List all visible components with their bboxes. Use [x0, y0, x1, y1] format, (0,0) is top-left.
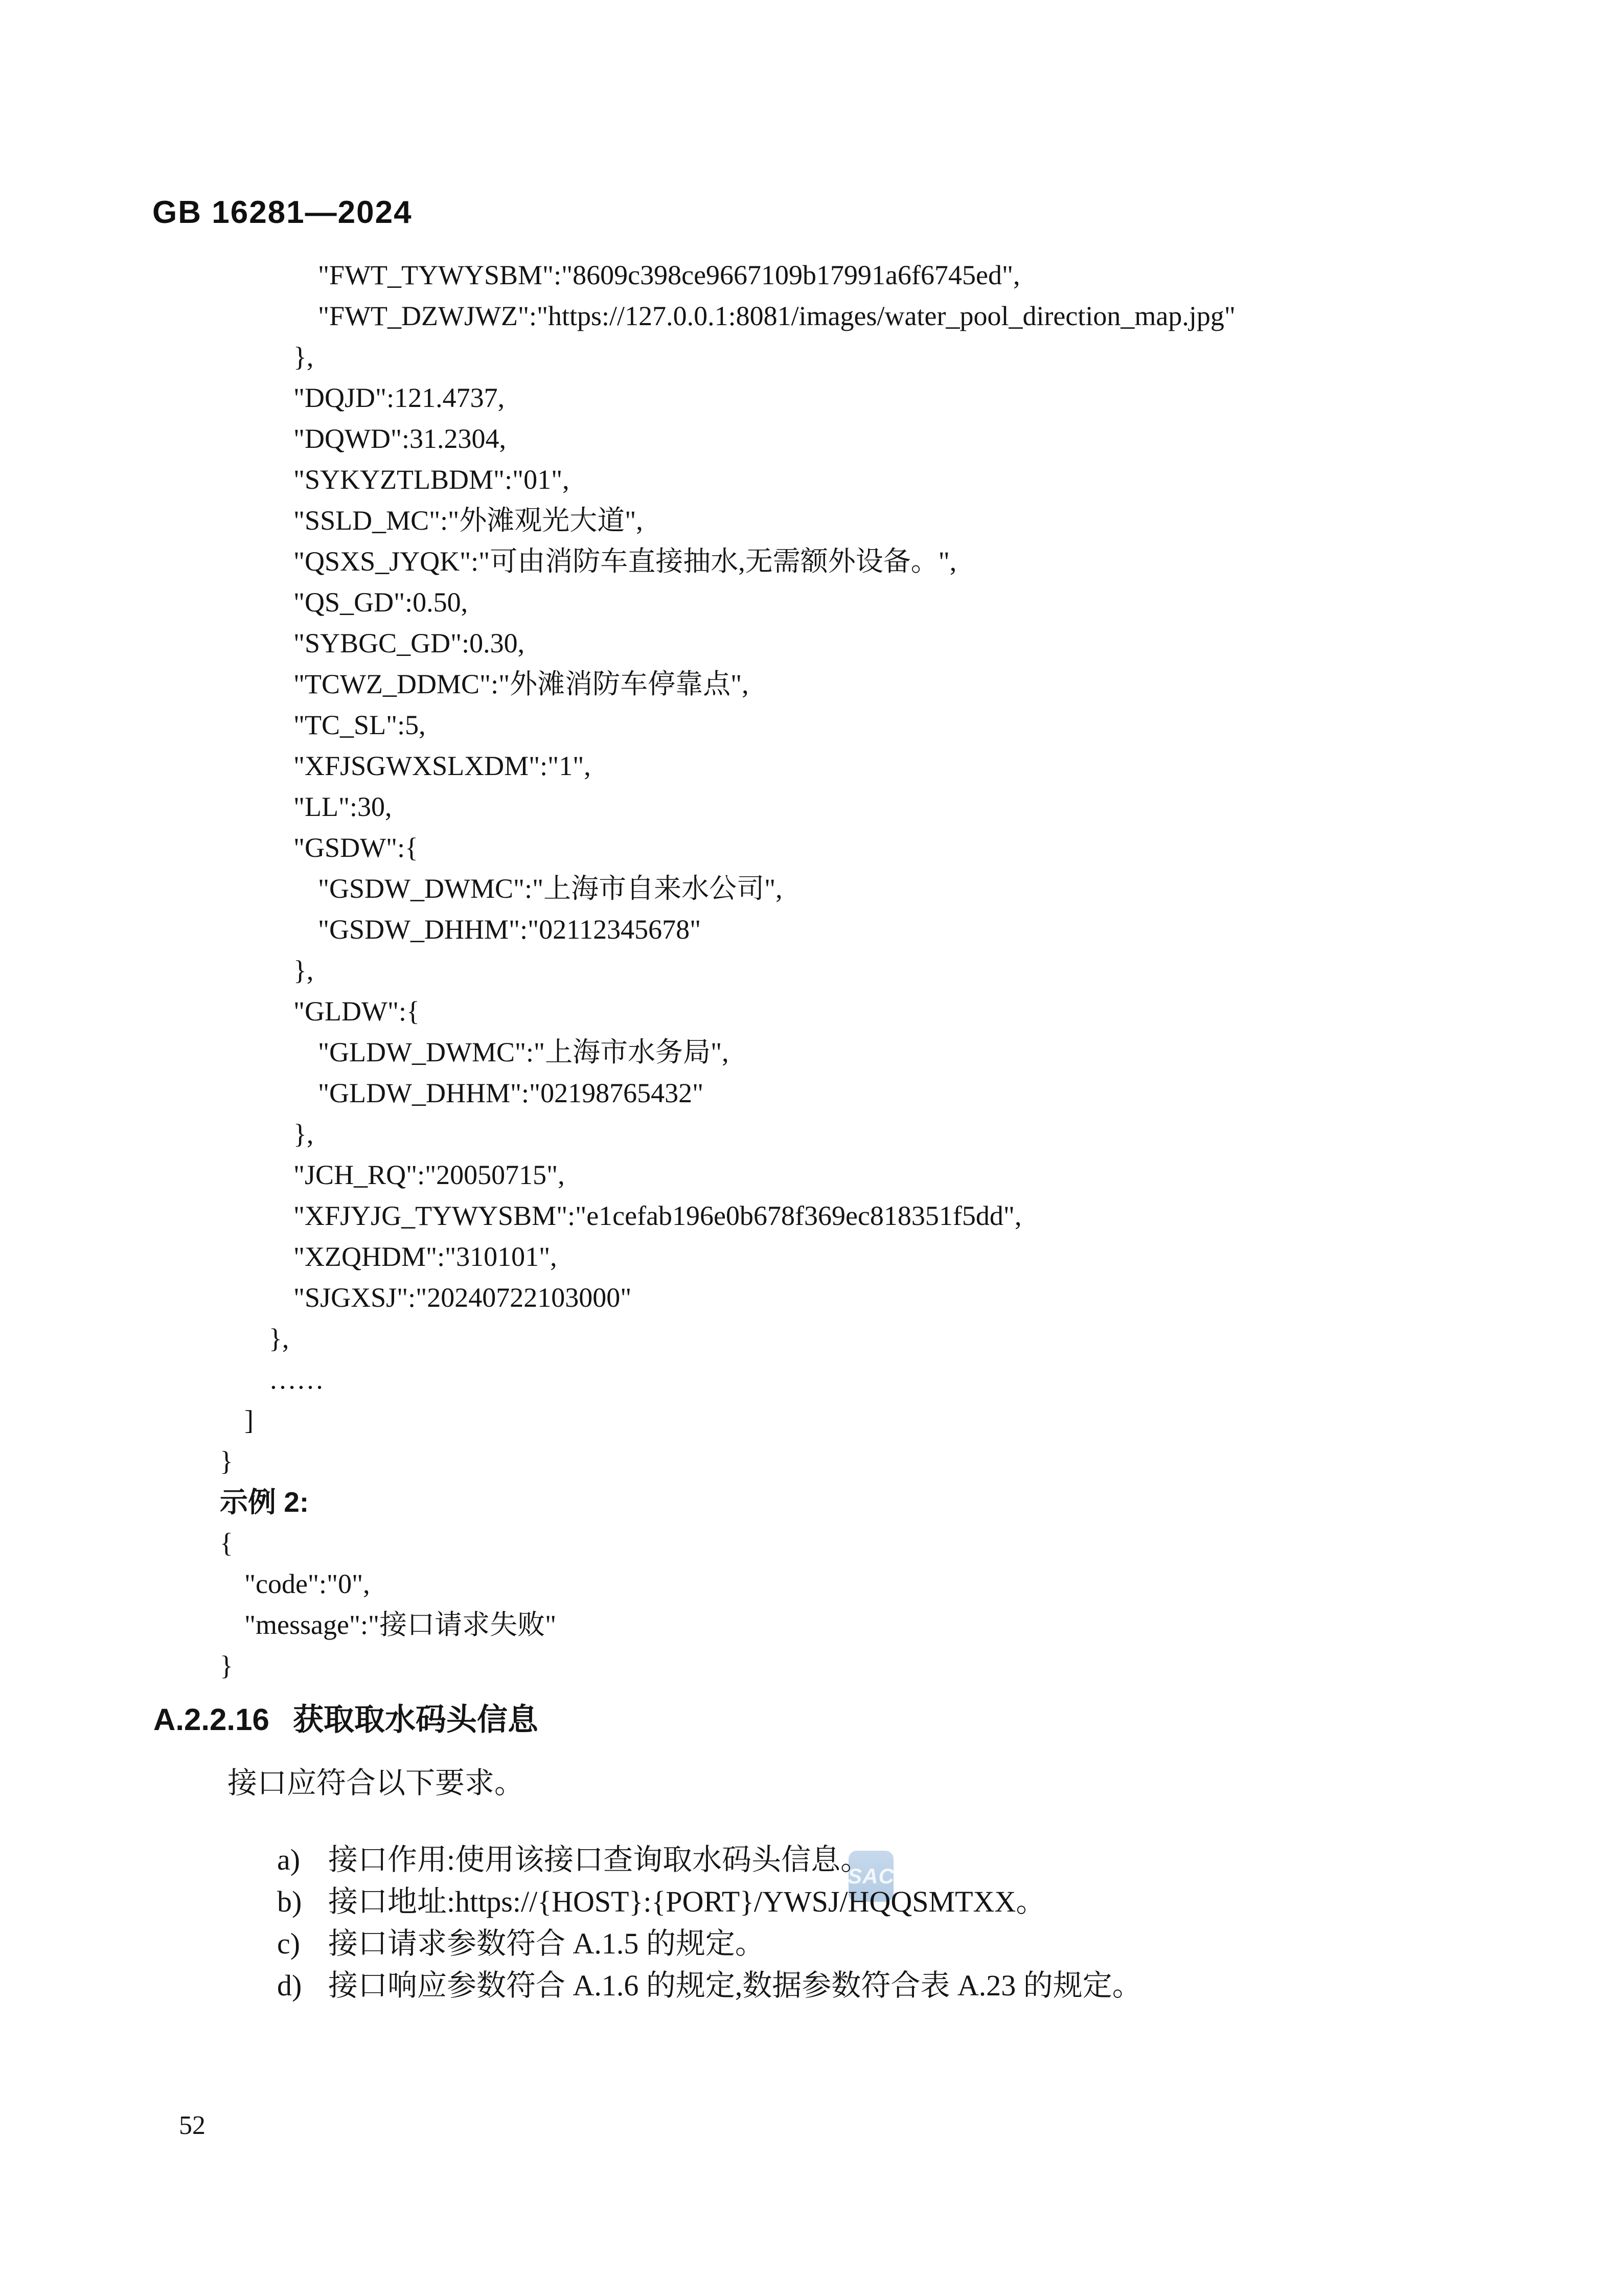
- code-line: "TC_SL":5,: [293, 710, 426, 740]
- code-line: "JCH_RQ":"20050715",: [293, 1160, 565, 1190]
- list-item-marker: b): [277, 1885, 302, 1918]
- code-line: "XZQHDM":"310101",: [293, 1241, 557, 1272]
- code-line: },: [293, 1119, 314, 1149]
- list-item-marker: d): [277, 1969, 302, 2002]
- json-example-2-code: [220, 1522, 1236, 1686]
- section-heading: [153, 1695, 538, 1739]
- list-item-text: 接口响应参数符合 A.1.6 的规定,数据参数符合表 A.23 的规定。: [328, 1969, 1142, 2002]
- code-line: "LL":30,: [293, 791, 392, 822]
- list-item-text: 接口地址:https://{HOST}:{PORT}/YWSJ/HQQSMTXX。: [328, 1885, 1046, 1918]
- requirements-list: [233, 1814, 1142, 2002]
- example-2-label: 示例 2:: [220, 1486, 309, 1518]
- code-line: "XFJSGWXSLXDM":"1",: [293, 751, 591, 781]
- code-line: "FWT_DZWJWZ":"https://127.0.0.1:8081/images/water_pool_direction_map.jpg": [318, 301, 1236, 331]
- code-line: "GLDW_DWMC":"上海市水务局",: [318, 1037, 729, 1067]
- json-example-1-code: [220, 255, 1236, 1482]
- list-item-marker: a): [277, 1843, 301, 1876]
- code-line: "XFJYJG_TYWYSBM":"e1cefab196e0b678f369ec818351f5dd",: [293, 1200, 1022, 1231]
- code-line: "QS_GD":0.50,: [293, 587, 468, 618]
- list-item-text: 接口请求参数符合 A.1.5 的规定。: [328, 1927, 765, 1960]
- code-line: },: [269, 1323, 289, 1354]
- code-line: "DQJD":121.4737,: [293, 382, 505, 413]
- code-line: "SYKYZTLBDM":"01",: [293, 464, 569, 495]
- section-number: A.2.2.16: [153, 1702, 269, 1737]
- list-item-text: 接口作用:使用该接口查询取水码头信息。: [328, 1843, 871, 1876]
- code-line: "DQWD":31.2304,: [293, 423, 507, 454]
- code-line: }: [220, 1446, 233, 1476]
- code-line: },: [293, 955, 314, 986]
- code-line: "SYBGC_GD":0.30,: [293, 628, 525, 658]
- section-intro: 接口应符合以下要求。: [227, 1766, 524, 1800]
- code-line: "GSDW_DHHM":"02112345678": [318, 914, 701, 945]
- code-line: "SSLD_MC":"外滩观光大道",: [293, 505, 643, 536]
- code-line: "GLDW_DHHM":"02198765432": [318, 1078, 704, 1108]
- code-line: "code":"0",: [244, 1568, 370, 1599]
- standard-number-header: GB 16281—2024: [152, 195, 413, 230]
- page-number: 52: [179, 2111, 205, 2140]
- code-line: "SJGXSJ":"20240722103000": [293, 1282, 632, 1313]
- code-line: "GSDW_DWMC":"上海市自来水公司",: [318, 873, 783, 904]
- code-line: "TCWZ_DDMC":"外滩消防车停靠点",: [293, 669, 749, 699]
- code-line: "message":"接口请求失败": [244, 1609, 557, 1640]
- code-line: ……: [269, 1364, 324, 1395]
- section-title: 获取取水码头信息: [292, 1702, 538, 1737]
- code-line: }: [220, 1650, 233, 1681]
- sac-watermark-label: SAC: [848, 1864, 895, 1888]
- code-line: ]: [244, 1405, 254, 1436]
- code-line: },: [293, 342, 314, 372]
- code-line: "GSDW":{: [293, 832, 419, 863]
- code-example-area: [220, 255, 1236, 1686]
- code-line: "QSXS_JYQK":"可由消防车直接抽水,无需额外设备。",: [293, 546, 957, 577]
- code-line: {: [220, 1528, 233, 1558]
- code-line: "GLDW":{: [293, 996, 420, 1027]
- code-line: "FWT_TYWYSBM":"8609c398ce9667109b17991a6f6745ed",: [318, 260, 1020, 290]
- list-item-marker: c): [277, 1927, 301, 1960]
